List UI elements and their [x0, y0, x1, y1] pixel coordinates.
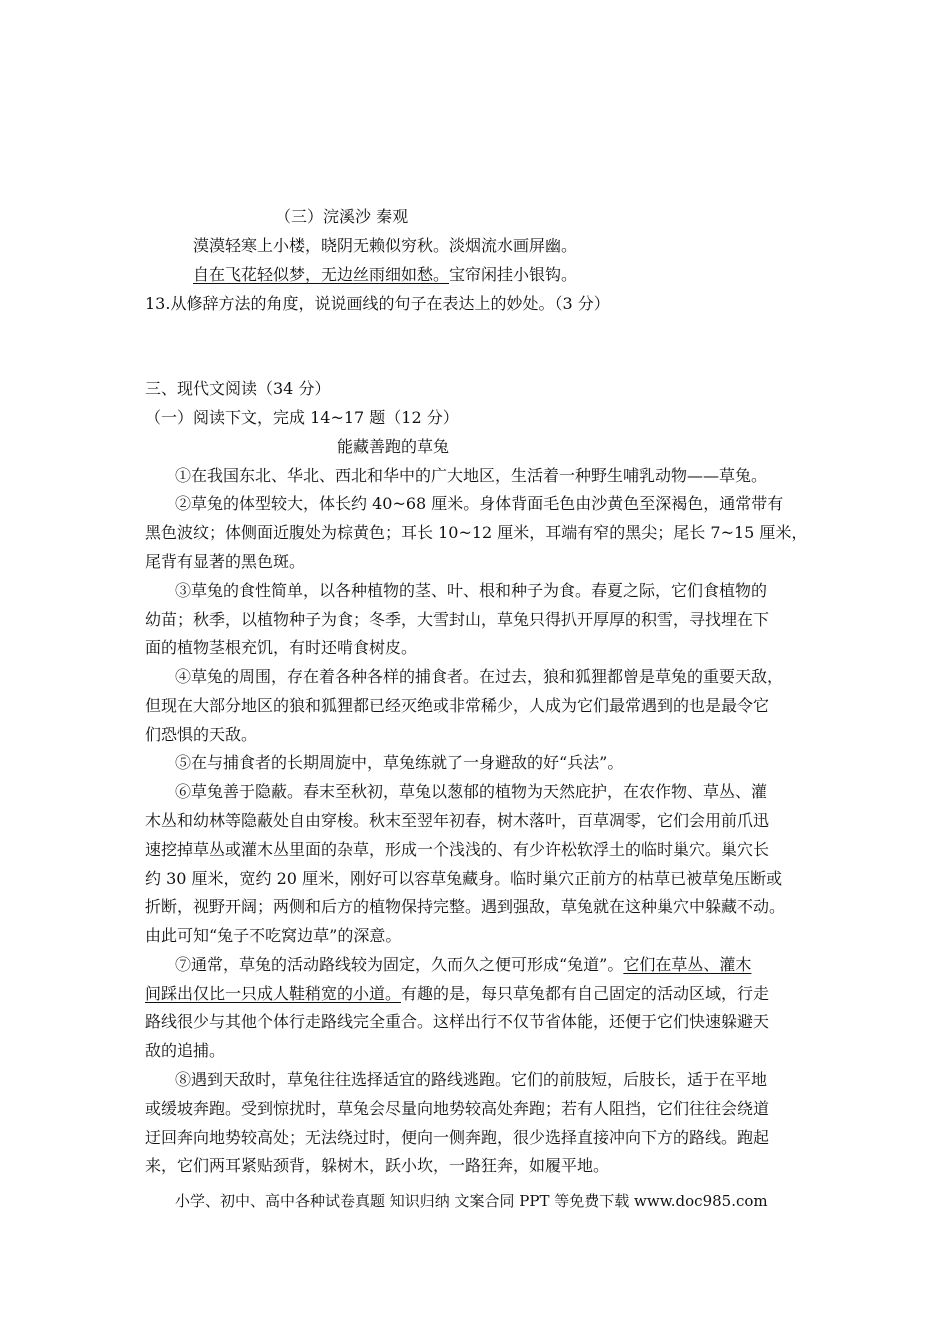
underlined-sentence: 它们在草丛、灌木: [623, 955, 752, 974]
section-subheading: （一）阅读下文，完成 14~17 题（12 分）: [145, 408, 459, 427]
paragraph-7-line: [145, 983, 769, 1005]
paragraph-8-line: 迂回奔向地势较高处；无法绕过时，便向一侧奔跑，很少选择直接冲向下方的路线。跑起: [145, 1128, 770, 1147]
paragraph-2-line: ②草兔的体型较大，体长约 40~68 厘米。身体背面毛色由沙黄色至深褐色，通常带有: [175, 494, 784, 513]
paragraph-6-line: 折断，视野开阔；两侧和后方的植物保持完整。遇到强敌，草兔就在这种巢穴中躲藏不动。: [145, 897, 786, 916]
poem-heading: （三）浣溪沙 秦观: [275, 207, 409, 226]
paragraph-6-line: 木丛和幼林等隐蔽处自由穿梭。秋末至翌年初春，树木落叶，百草凋零，它们会用前爪迅: [145, 811, 770, 830]
paragraph-6-line: 约 30 厘米，宽约 20 厘米，刚好可以容草兔藏身。临时巢穴正前方的枯草已被草兔压断或: [145, 869, 783, 888]
underlined-poem-sentence: 自在飞花轻似梦，无边丝雨细如愁。: [193, 265, 450, 284]
paragraph-7-text: ⑦通常，草兔的活动路线较为固定，久而久之便可形成“兔道”。: [175, 955, 624, 974]
paragraph-4-line: 但现在大部分地区的狼和狐狸都已经灭绝或非常稀少，人成为它们最常遇到的也是最令它: [145, 696, 770, 715]
paragraph-7-line: [175, 954, 751, 976]
paragraph-2-line: 黑色波纹；体侧面近腹处为棕黄色；耳长 10~12 厘米，耳端有窄的黑尖；尾长 7~15 厘米，: [145, 523, 808, 542]
paragraph-3-line: 幼苗；秋季，以植物种子为食；冬季，大雪封山，草兔只得扒开厚厚的积雪，寻找埋在下: [145, 610, 770, 629]
paragraph-6-line: 速挖掉草丛或灌木丛里面的杂草，形成一个浅浅的、有少许松软浮土的临时巢穴。巢穴长: [145, 840, 770, 859]
question-13: 13.从修辞方法的角度，说说画线的句子在表达上的妙处。（3 分）: [145, 294, 610, 313]
paragraph-6-line: ⑥草兔善于隐蔽。春末至秋初，草兔以葱郁的植物为天然庇护，在农作物、草丛、灌: [175, 782, 768, 801]
underlined-sentence: 间踩出仅比一只成人鞋稍宽的小道。: [145, 984, 402, 1003]
paragraph-7-text: 有趣的是，每只草兔都有自己固定的活动区域，行走: [401, 984, 770, 1003]
paragraph-3-line: ③草兔的食性简单，以各种植物的茎、叶、根和种子为食。春夏之际，它们食植物的: [175, 581, 768, 600]
paragraph-8-line: 或缓坡奔跑。受到惊扰时，草兔会尽量向地势较高处奔跑；若有人阻挡，它们往往会绕道: [145, 1099, 770, 1118]
paragraph-4-line: 们恐惧的天敌。: [145, 725, 258, 744]
paragraph-6-line: 由此可知“兔子不吃窝边草”的深意。: [145, 926, 402, 945]
paragraph-7-line: 路线很少与其他个体行走路线完全重合。这样出行不仅节省体能，还便于它们快速躲避天: [145, 1012, 770, 1031]
paragraph-7-line: 敌的追捕。: [145, 1041, 226, 1060]
poem-line-2-rest: 宝帘闲挂小银钩。: [449, 265, 578, 284]
paragraph-5-line: ⑤在与捕食者的长期周旋中，草兔练就了一身避敌的好“兵法”。: [175, 753, 624, 772]
paragraph-4-line: ④草兔的周围，存在着各种各样的捕食者。在过去，狼和狐狸都曾是草兔的重要天敌，: [175, 667, 784, 686]
poem-line-2: [193, 264, 577, 286]
poem-line-1: 漠漠轻寒上小楼，晓阴无赖似穷秋。淡烟流水画屏幽。: [193, 236, 578, 255]
paragraph-1-line: ①在我国东北、华北、西北和华中的广大地区，生活着一种野生哺乳动物——草兔。: [175, 466, 768, 485]
paragraph-3-line: 面的植物茎根充饥，有时还啃食树皮。: [145, 638, 418, 657]
footer-watermark: 小学、初中、高中各种试卷真题 知识归纳 文案合同 PPT 等免费下载 www.doc985.com: [175, 1192, 768, 1210]
section-heading: 三、现代文阅读（34 分）: [145, 379, 331, 398]
paragraph-8-line: 来，它们两耳紧贴颈背，躲树木，跃小坎，一路狂奔，如履平地。: [145, 1156, 610, 1175]
paragraph-2-line: 尾背有显著的黑色斑。: [145, 552, 306, 571]
article-title: 能藏善跑的草兔: [337, 437, 450, 456]
paragraph-8-line: ⑧遇到天敌时，草兔往往选择适宜的路线逃跑。它们的前肢短，后肢长，适于在平地: [175, 1070, 768, 1089]
